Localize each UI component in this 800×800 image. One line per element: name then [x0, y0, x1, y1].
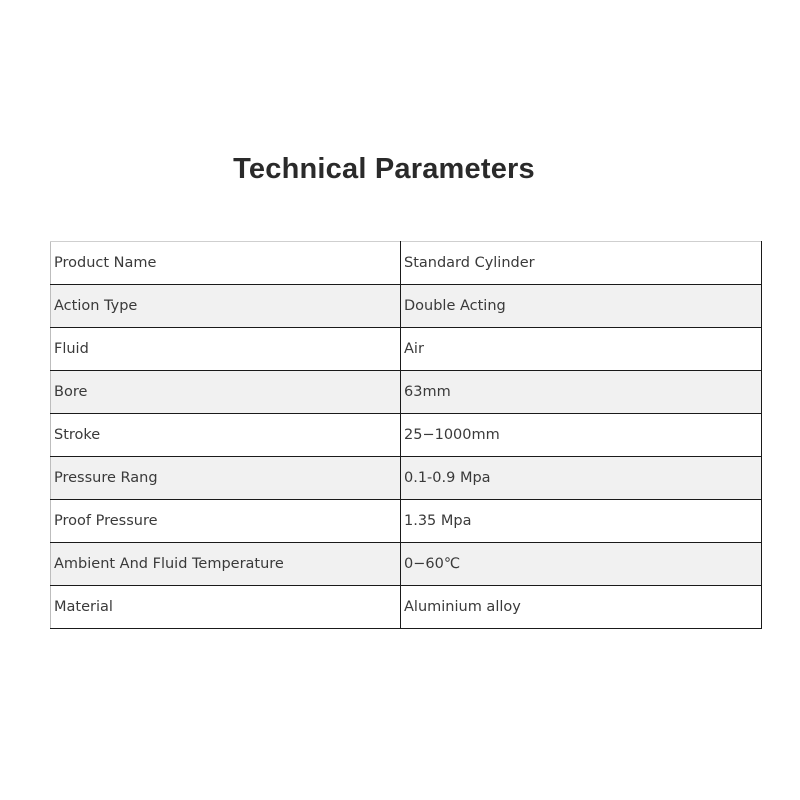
param-value: Standard Cylinder	[401, 242, 762, 285]
param-value: 63mm	[401, 371, 762, 414]
param-label: Ambient And Fluid Temperature	[51, 543, 401, 586]
param-value: Aluminium alloy	[401, 586, 762, 629]
table-row	[51, 457, 762, 500]
param-label: Proof Pressure	[51, 500, 401, 543]
param-value: Air	[401, 328, 762, 371]
table-row	[51, 500, 762, 543]
param-label: Bore	[51, 371, 401, 414]
table-row	[51, 371, 762, 414]
param-value: 0−60℃	[401, 543, 762, 586]
table-row	[51, 285, 762, 328]
param-value: Double Acting	[401, 285, 762, 328]
param-value: 1.35 Mpa	[401, 500, 762, 543]
table-row	[51, 543, 762, 586]
table-row	[51, 586, 762, 629]
page-title: Technical Parameters	[233, 153, 535, 185]
param-value: 25−1000mm	[401, 414, 762, 457]
param-label: Fluid	[51, 328, 401, 371]
table-row	[51, 414, 762, 457]
param-label: Product Name	[51, 242, 401, 285]
param-value: 0.1-0.9 Mpa	[401, 457, 762, 500]
param-label: Material	[51, 586, 401, 629]
technical-parameters-table	[50, 241, 762, 629]
param-label: Pressure Rang	[51, 457, 401, 500]
table-row	[51, 328, 762, 371]
param-label: Stroke	[51, 414, 401, 457]
param-label: Action Type	[51, 285, 401, 328]
table-row	[51, 242, 762, 285]
